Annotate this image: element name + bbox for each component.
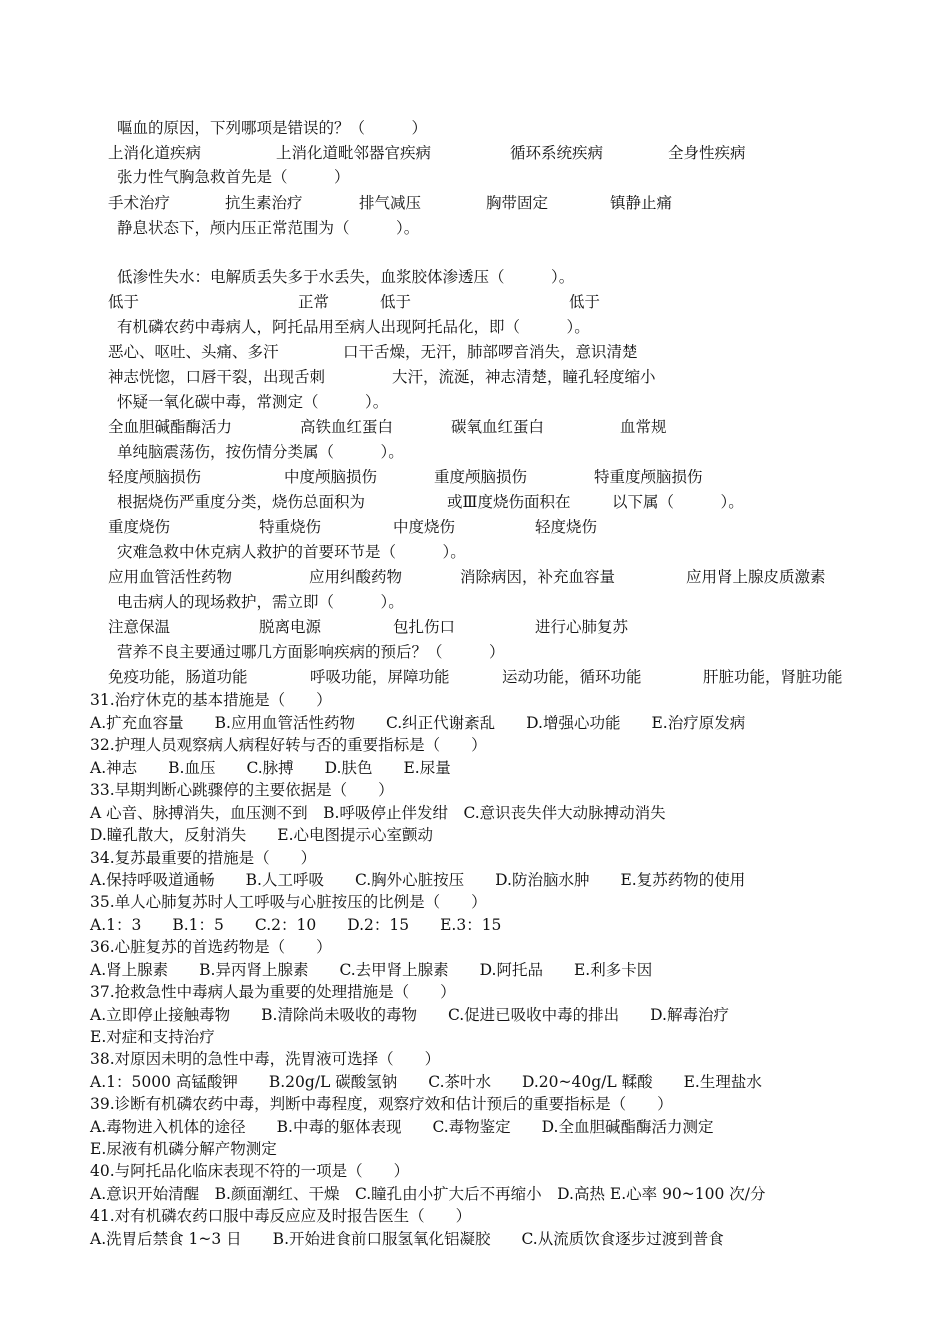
question-text: 有机磷农药中毒病人，阿托品用至病人出现阿托品化，即（ ）。 (117, 318, 590, 336)
option-text: A.肾上腺素 B.异丙肾上腺素 C.去甲肾上腺素 D.阿托品 E.利多卡因 (90, 961, 653, 979)
option-text: 碳氧血红蛋白 (451, 418, 545, 436)
option-text: A.毒物进入机体的途径 B.中毒的躯体表现 C.毒物鉴定 D.全血胆碱酯酶活力测定 (90, 1118, 714, 1136)
option-text: 重度颅脑损伤 (434, 468, 528, 486)
option-text: 应用肾上腺皮质激素 (686, 568, 826, 586)
option-text: 循环系统疾病 (510, 144, 604, 162)
option-text: 进行心肺复苏 (535, 618, 629, 636)
option-text: 血常规 (620, 418, 667, 436)
option-text: 排气减压 (359, 194, 422, 212)
question-text: 41.对有机磷农药口服中毒反应应及时报告医生（ ） (90, 1207, 472, 1225)
option-text: A.神志 B.血压 C.脉搏 D.肤色 E.尿量 (90, 759, 451, 777)
question-text: 33.早期判断心跳骤停的主要依据是（ ） (90, 781, 394, 799)
question-text: 39.诊断有机磷农药中毒，判断中毒程度，观察疗效和估计预后的重要指标是（ ） (90, 1095, 673, 1113)
option-text: E.尿液有机磷分解产物测定 (90, 1140, 277, 1158)
question-text: 低渗性失水：电解质丢失多于水丢失，血浆胶体渗透压（ ）。 (117, 268, 575, 286)
option-text: 轻度烧伤 (535, 518, 598, 536)
option-text: 高铁血红蛋白 (300, 418, 394, 436)
option-text: 应用纠酸药物 (309, 568, 403, 586)
option-text: 正常 (298, 293, 330, 311)
option-text: 低于 (569, 293, 601, 311)
question-text: 35.单人心肺复苏时人工呼吸与心脏按压的比例是（ ） (90, 893, 487, 911)
question-text: 单纯脑震荡伤，按伤情分类属（ ）。 (117, 443, 404, 461)
question-text: 营养不良主要通过哪几方面影响疾病的预后？（ ） (117, 643, 505, 661)
option-text: 呼吸功能，屏障功能 (310, 668, 450, 686)
question-text: 怀疑一氧化碳中毒，常测定（ ）。 (117, 393, 389, 411)
question-text: 以下属（ ）。 (612, 493, 744, 511)
option-text: D.瞳孔散大，反射消失 E.心电图提示心室颤动 (90, 826, 434, 844)
option-text: 注意保温 (108, 618, 171, 636)
option-text: 口干舌燥，无汗，肺部啰音消失，意识清楚 (343, 343, 638, 361)
question-text: 灾难急救中休克病人救护的首要环节是（ ）。 (117, 543, 466, 561)
question-text: 31.治疗休克的基本措施是（ ） (90, 691, 332, 709)
option-text: E.对症和支持治疗 (90, 1028, 215, 1046)
option-text: 抗生素治疗 (225, 194, 303, 212)
option-text: A.保持呼吸道通畅 B.人工呼吸 C.胸外心脏按压 D.防治脑水肿 E.复苏药物的使用 (90, 871, 746, 889)
question-text: 静息状态下，颅内压正常范围为（ ）。 (117, 219, 420, 237)
option-text: 中度烧伤 (393, 518, 456, 536)
option-text: 低于 (380, 293, 412, 311)
option-text: 重度烧伤 (108, 518, 171, 536)
option-text: 运动功能，循环功能 (502, 668, 642, 686)
option-text: 应用血管活性药物 (108, 568, 233, 586)
option-text: 手术治疗 (108, 194, 171, 212)
option-text: 全血胆碱酯酶活力 (108, 418, 233, 436)
option-text: A 心音、脉搏消失，血压测不到 B.呼吸停止伴发绀 C.意识丧失伴大动脉搏动消失 (90, 804, 666, 822)
option-text: 神志恍惚，口唇干裂，出现舌刺 (108, 368, 326, 386)
question-text: 37.抢救急性中毒病人最为重要的处理措施是（ ） (90, 983, 456, 1001)
option-text: 上消化道毗邻器官疾病 (276, 144, 432, 162)
question-text: 根据烧伤严重度分类，烧伤总面积为 (117, 493, 366, 511)
option-text: 轻度颅脑损伤 (108, 468, 202, 486)
question-text: 40.与阿托品化临床表现不符的一项是（ ） (90, 1162, 410, 1180)
option-text: 消除病因，补充血容量 (460, 568, 616, 586)
question-text: 或Ⅲ度烧伤面积在 (447, 493, 571, 511)
option-text: 上消化道疾病 (108, 144, 202, 162)
question-text: 38.对原因未明的急性中毒，洗胃液可选择（ ） (90, 1050, 441, 1068)
option-text: A.洗胃后禁食 1~3 日 B.开始进食前口服氢氧化铝凝胶 C.从流质饮食逐步过渡到普食 (90, 1230, 724, 1248)
option-text: A.立即停止接触毒物 B.清除尚未吸收的毒物 C.促进已吸收中毒的排出 D.解毒治疗 (90, 1006, 729, 1024)
question-text: 张力性气胸急救首先是（ ） (117, 168, 350, 186)
question-text: 32.护理人员观察病人病程好转与否的重要指标是（ ） (90, 736, 487, 754)
question-text: 34.复苏最重要的措施是（ ） (90, 849, 317, 867)
option-text: 特重烧伤 (259, 518, 322, 536)
option-text: 胸带固定 (486, 194, 549, 212)
option-text: 中度颅脑损伤 (284, 468, 378, 486)
option-text: 镇静止痛 (610, 194, 673, 212)
option-text: 恶心、呕吐、头痛、多汗 (108, 343, 279, 361)
option-text: 肝脏功能，肾脏功能 (703, 668, 843, 686)
option-text: A.意识开始清醒 B.颜面潮红、干燥 C.瞳孔由小扩大后不再缩小 D.高热 E.心率 90~100 次/分 (90, 1185, 766, 1203)
option-text: A.1：5000 高锰酸钾 B.20g/L 碳酸氢钠 C.茶叶水 D.20~40g/L 鞣酸 E.生理盐水 (90, 1073, 762, 1091)
option-text: 大汗，流涎，神志清楚，瞳孔轻度缩小 (392, 368, 656, 386)
option-text: 低于 (108, 293, 140, 311)
option-text: A.1：3 B.1：5 C.2：10 D.2：15 E.3：15 (90, 916, 502, 934)
option-text: A.扩充血容量 B.应用血管活性药物 C.纠正代谢紊乱 D.增强心功能 E.治疗原发病 (90, 714, 746, 732)
question-text: 36.心脏复苏的首选药物是（ ） (90, 938, 332, 956)
option-text: 脱离电源 (259, 618, 322, 636)
question-text: 嘔血的原因，下列哪项是错误的？（ ） (117, 119, 428, 137)
option-text: 特重度颅脑损伤 (594, 468, 703, 486)
option-text: 全身性疾病 (668, 144, 746, 162)
option-text: 免疫功能，肠道功能 (108, 668, 248, 686)
option-text: 包扎伤口 (393, 618, 456, 636)
question-text: 电击病人的现场救护，需立即（ ）。 (117, 593, 404, 611)
